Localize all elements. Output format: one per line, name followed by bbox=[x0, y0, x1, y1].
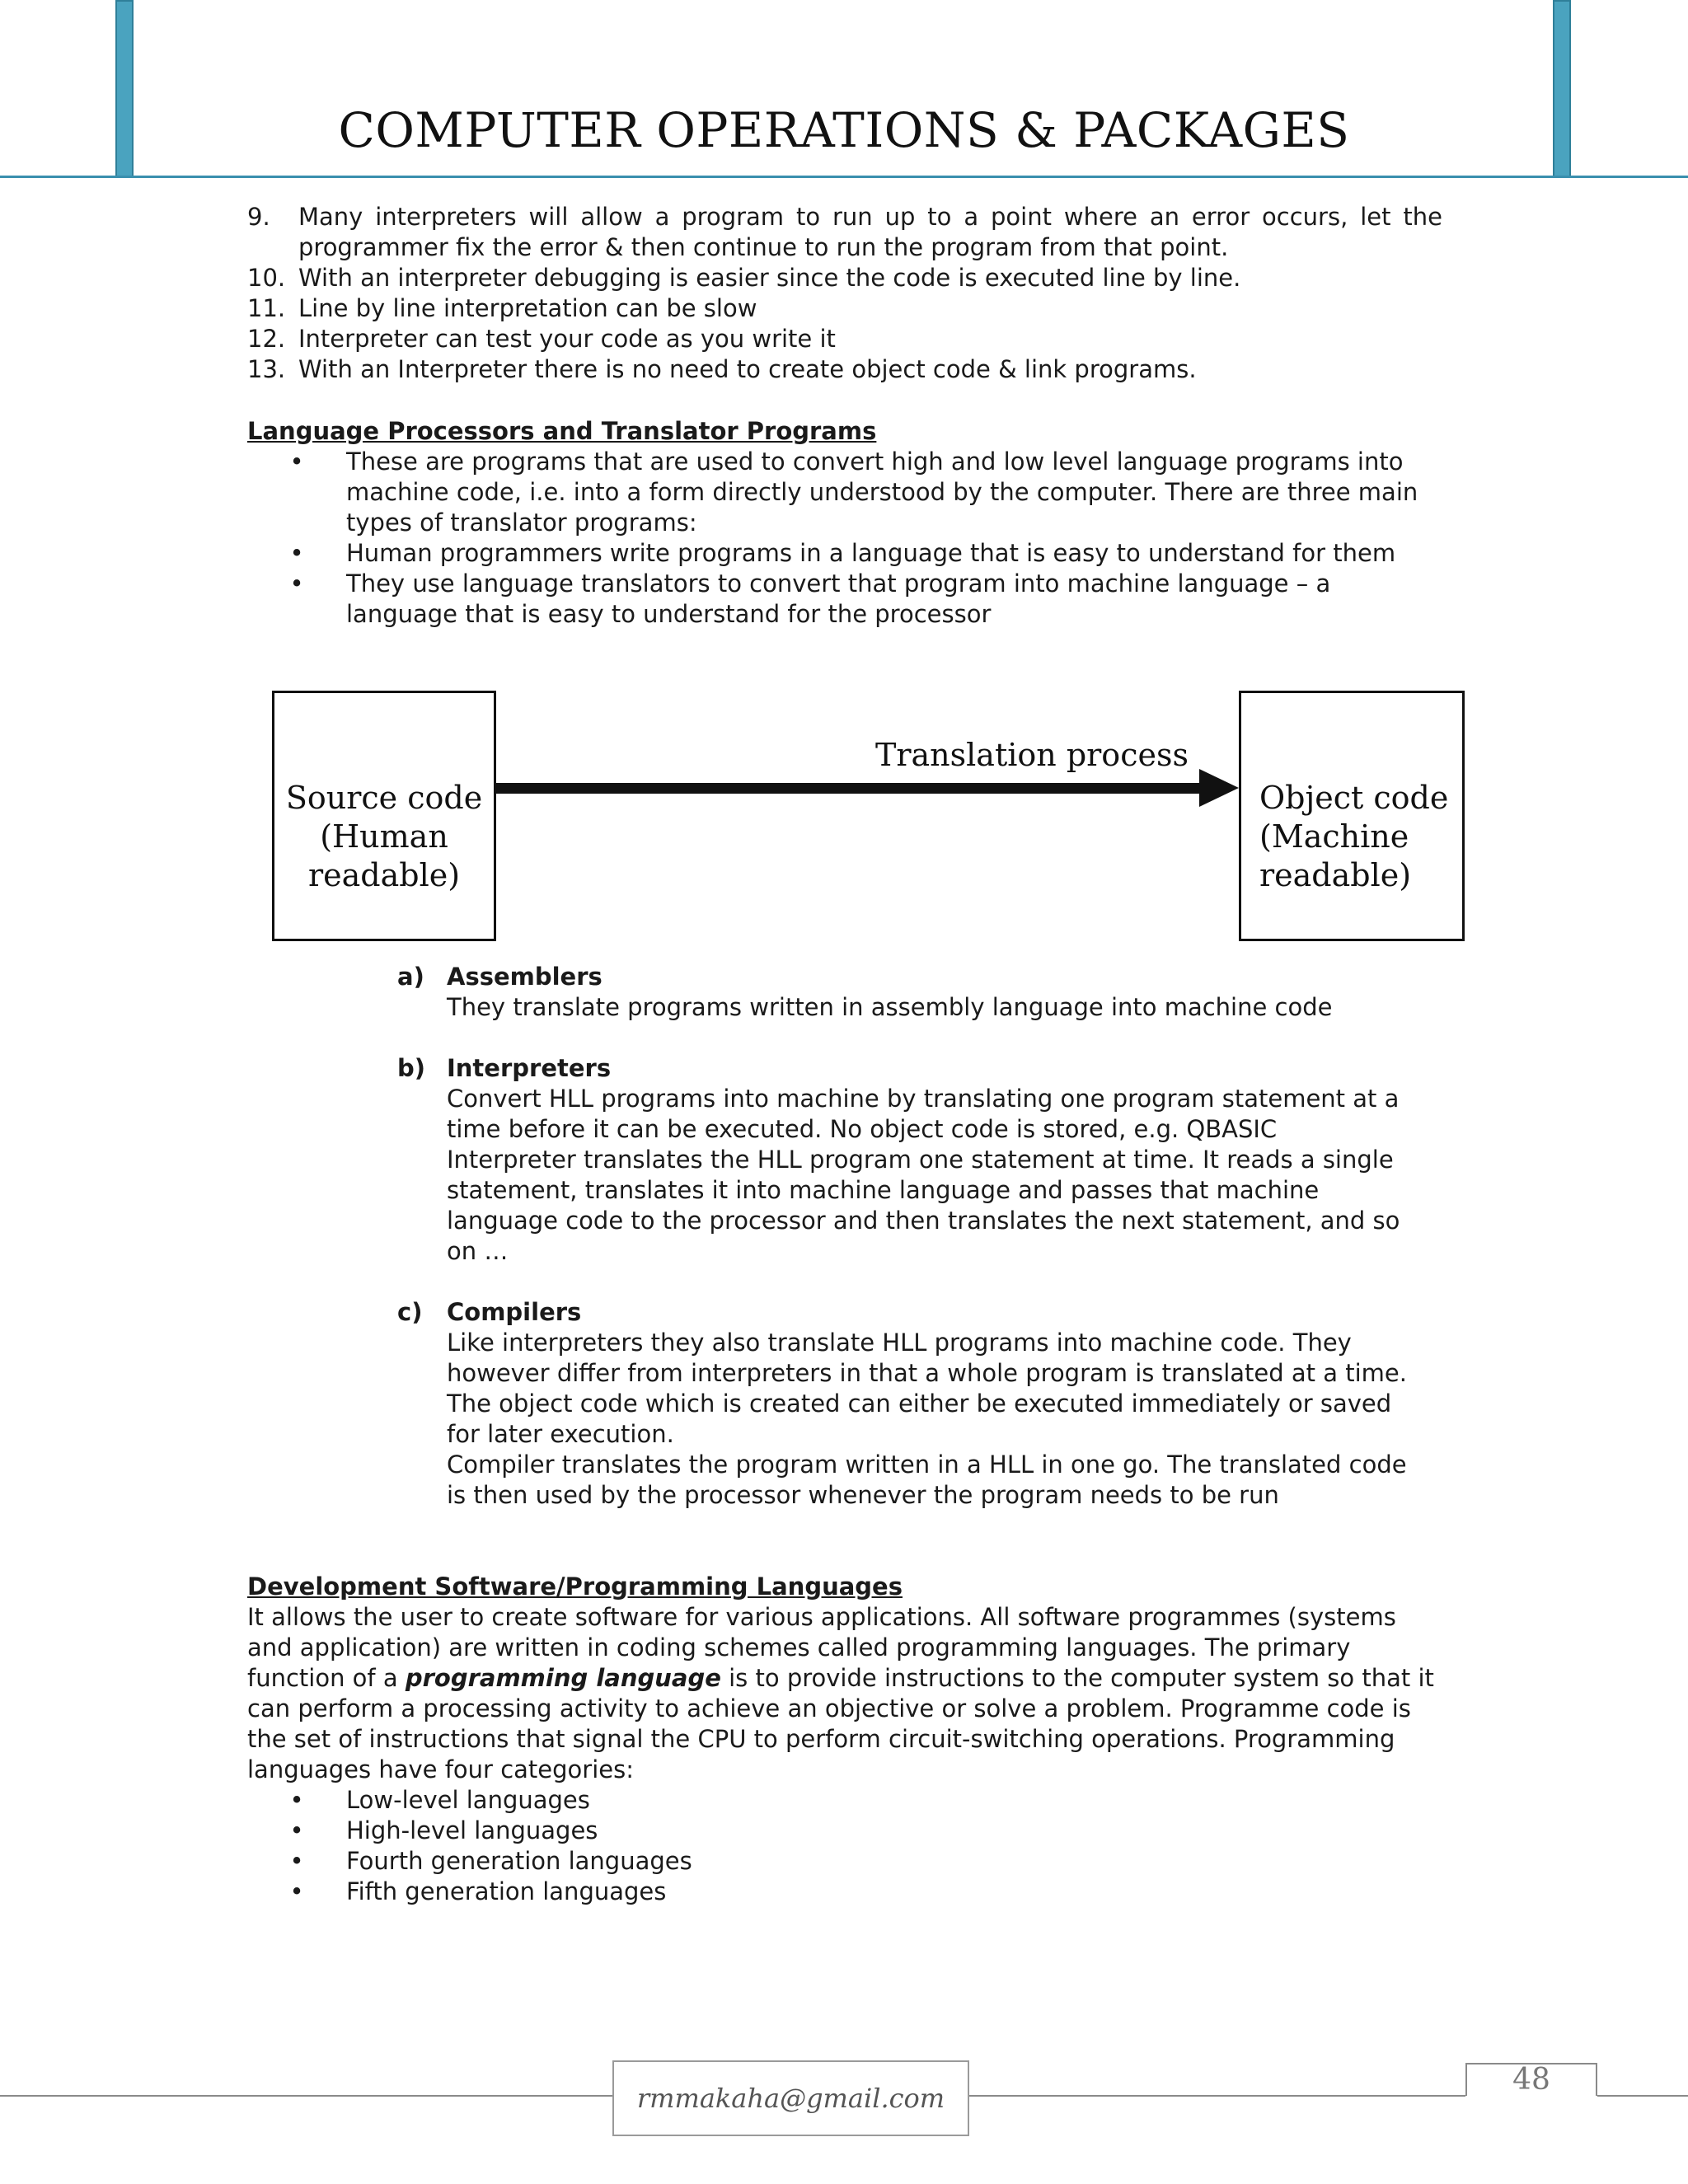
footer-line-right bbox=[1597, 2095, 1688, 2097]
arrow-icon bbox=[495, 762, 1240, 812]
section-heading: Development Software/Programming Languages bbox=[247, 1572, 903, 1601]
object-code-label: Object code (Machine readable) bbox=[1259, 780, 1449, 893]
list-item: 13. With an Interpreter there is no need to create object code & link programs. bbox=[247, 355, 1197, 383]
source-code-label: Source code (Human readable) bbox=[285, 780, 483, 893]
footer-line-left bbox=[0, 2095, 614, 2097]
footer-email: rmmakaha@gmail.com bbox=[612, 2060, 969, 2136]
list-item: a) Assemblers They translate programs written in assembly language into machine code bbox=[397, 963, 1333, 1021]
list-item: 10. With an interpreter debugging is easier since the code is executed line by line. bbox=[247, 264, 1241, 292]
translator-list bbox=[397, 962, 1419, 1511]
numbered-list-block bbox=[247, 202, 1442, 385]
page-title: COMPUTER OPERATIONS & PACKAGES bbox=[338, 102, 1350, 158]
list-item: c) Compilers Like interpreters they also translate HLL programs into machine code. They however differ from interpreters in that a whole program is translated at a time. The object code which is created can either be executed immediately or saved for later execution. Compiler translates the program written in a HLL in one go. The translated code is then used by the processor whenever the program needs to be run bbox=[397, 1298, 1407, 1509]
section-paragraph: It allows the user to create software for various applications. All software programmes (systems and application) are written in coding schemes called programming languages. The primary function of a programming language is to provide instructions to the computer system so that it can perform a processing activity to achieve an objective or solve a problem. Programme code is the set of instructions that signal the CPU to perform circuit-switching operations. Programming languages have four categories: bbox=[247, 1603, 1434, 1783]
page-number: 48 bbox=[1465, 2063, 1597, 2096]
translator-programs-section bbox=[247, 416, 1442, 630]
list-item: • High-level languages bbox=[289, 1816, 598, 1844]
list-item: • Human programmers write programs in a language that is easy to understand for them bbox=[289, 539, 1396, 567]
list-item: 12. Interpreter can test your code as you write it bbox=[247, 325, 836, 353]
list-item: • They use language translators to convert that program into machine language – a language that is easy to understand for the processor bbox=[289, 569, 1331, 628]
list-item: • Fifth generation languages bbox=[289, 1877, 667, 1905]
arrow-label: Translation process bbox=[875, 737, 1189, 773]
list-item: 11. Line by line interpretation can be slow bbox=[247, 294, 757, 322]
header-divider bbox=[0, 176, 1688, 178]
section-heading: Language Processors and Translator Programs bbox=[247, 417, 877, 445]
list-item: • Low-level languages bbox=[289, 1786, 590, 1814]
footer-line-middle bbox=[969, 2095, 1465, 2097]
list-item: • These are programs that are used to convert high and low level language programs into machine code, i.e. into a form directly understood by the computer. There are three main types of translator programs: bbox=[289, 448, 1418, 537]
list-item: 9. Many interpreters will allow a program to run up to a point where an error occurs, let the programmer fix the error & then continue to run the program from that point. bbox=[247, 203, 1442, 261]
language-categories-list bbox=[247, 1785, 1442, 1907]
numbered-list bbox=[247, 202, 1442, 385]
list-item: b) Interpreters Convert HLL programs into machine by translating one program statement at a time before it can be executed. No object code is stored, e.g. QBASIC Interpreter translates the HLL program one statement at time. It reads a single statement, translates it into machine language and passes that machine language code to the processor and then translates the next statement, and so on … bbox=[397, 1054, 1400, 1265]
programming-languages-section bbox=[247, 1572, 1442, 1907]
list-item: • Fourth generation languages bbox=[289, 1847, 692, 1875]
bullet-list bbox=[247, 447, 1434, 630]
translator-types bbox=[397, 962, 1419, 1541]
